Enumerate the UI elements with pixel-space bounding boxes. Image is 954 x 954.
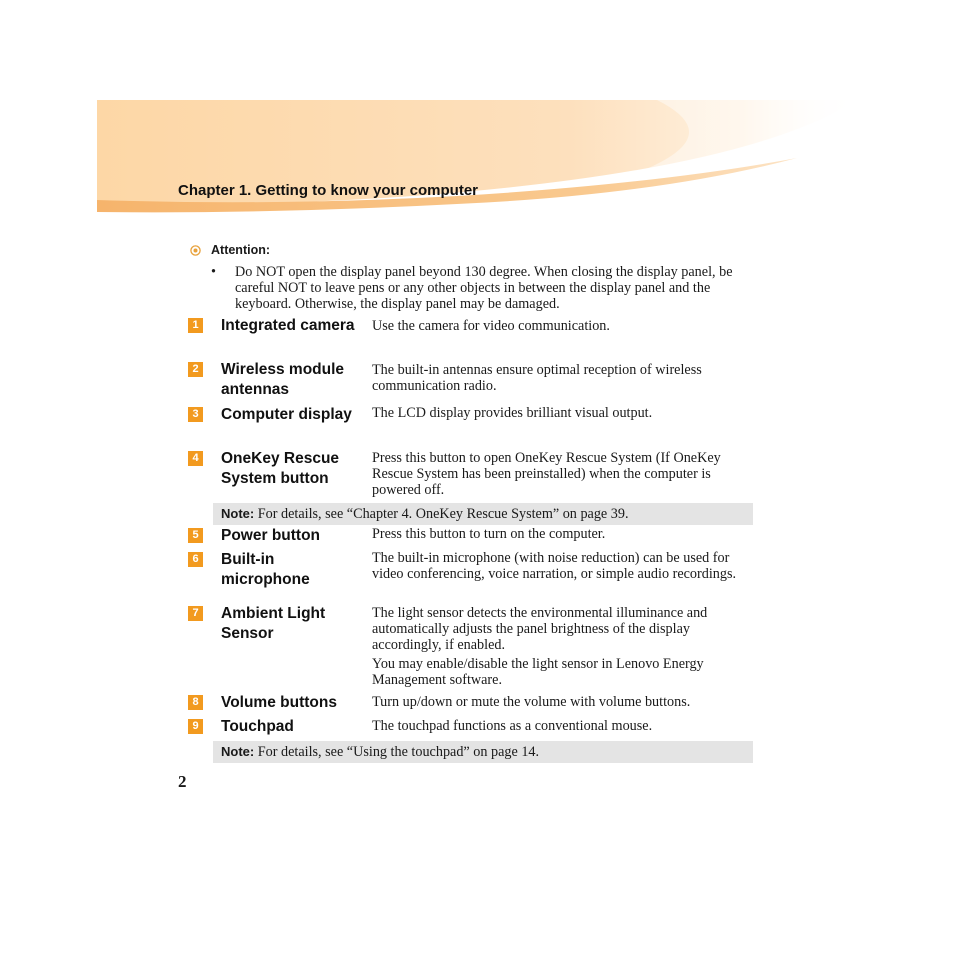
note-label: Note: — [221, 744, 255, 759]
attention-circle-icon — [190, 245, 201, 256]
description-text: Use the camera for video communication. — [372, 318, 610, 334]
item-term: Power button — [221, 527, 321, 544]
item-term: Integrated camera — [221, 317, 355, 334]
note-label: Note: — [221, 506, 255, 521]
item-number-badge: 3 — [188, 407, 203, 422]
item-description — [372, 550, 748, 585]
item-number-badge: 9 — [188, 719, 203, 734]
item-description — [372, 526, 748, 545]
description-text: Turn up/down or mute the volume with volume buttons. — [372, 694, 691, 710]
item-term: Touchpad — [221, 718, 294, 735]
item-description — [372, 450, 748, 501]
item-number-badge: 7 — [188, 606, 203, 621]
item-term: Computer display — [221, 406, 352, 423]
item-term: Built-in microphone — [221, 551, 310, 588]
item-number-badge: 1 — [188, 318, 203, 333]
note-text: For details, see “Using the touchpad” on page 14. — [257, 744, 540, 760]
item-number-badge: 4 — [188, 451, 203, 466]
attention-heading — [190, 243, 270, 257]
item-number-badge: 2 — [188, 362, 203, 377]
item-term: Wireless module antennas — [221, 361, 345, 398]
page-number: 2 — [178, 772, 187, 791]
description-text: The touchpad functions as a conventional mouse. — [372, 718, 653, 734]
note-text: For details, see “Chapter 4. OneKey Rescue System” on page 39. — [257, 506, 629, 522]
description-text: The built-in antennas ensure optimal reception of wireless communication radio. — [372, 362, 702, 394]
chapter-title: Chapter 1. Getting to know your computer — [178, 182, 479, 199]
item-description — [372, 405, 748, 424]
attention-text: Do NOT open the display panel beyond 130 degree. When closing the display panel, be careful NOT to leave pens or any other objects in between the display panel and the keyboard. Otherwise, the display panel may be damaged. — [235, 264, 733, 312]
item-description — [372, 318, 748, 337]
note-box — [213, 741, 753, 763]
item-term: Ambient Light Sensor — [221, 605, 326, 642]
attention-bullet — [211, 264, 733, 312]
item-number-badge: 6 — [188, 552, 203, 567]
description-text: The light sensor detects the environmental illuminance and automatically adjusts the panel brightness of the display accordingly, if enabled. — [372, 605, 708, 653]
description-text: Press this button to turn on the computer. — [372, 526, 606, 542]
note-box — [213, 503, 753, 525]
item-number-badge: 5 — [188, 528, 203, 543]
description-text: You may enable/disable the light sensor in Lenovo Energy Management software. — [372, 656, 704, 688]
item-term: Volume buttons — [221, 694, 337, 711]
item-description — [372, 718, 748, 737]
item-description — [372, 694, 748, 713]
item-term: OneKey Rescue System button — [221, 450, 340, 487]
item-description — [372, 605, 748, 691]
description-text: The built-in microphone (with noise reduction) can be used for video conferencing, voice narration, or simple audio recordings. — [372, 550, 737, 582]
description-text: The LCD display provides brilliant visual output. — [372, 405, 653, 421]
description-text: Press this button to open OneKey Rescue System (If OneKey Rescue System has been preinstalled) when the computer is powered off. — [372, 450, 721, 498]
attention-label: Attention: — [211, 243, 271, 257]
item-description — [372, 362, 748, 397]
bullet-dot: • — [211, 264, 216, 280]
item-number-badge: 8 — [188, 695, 203, 710]
